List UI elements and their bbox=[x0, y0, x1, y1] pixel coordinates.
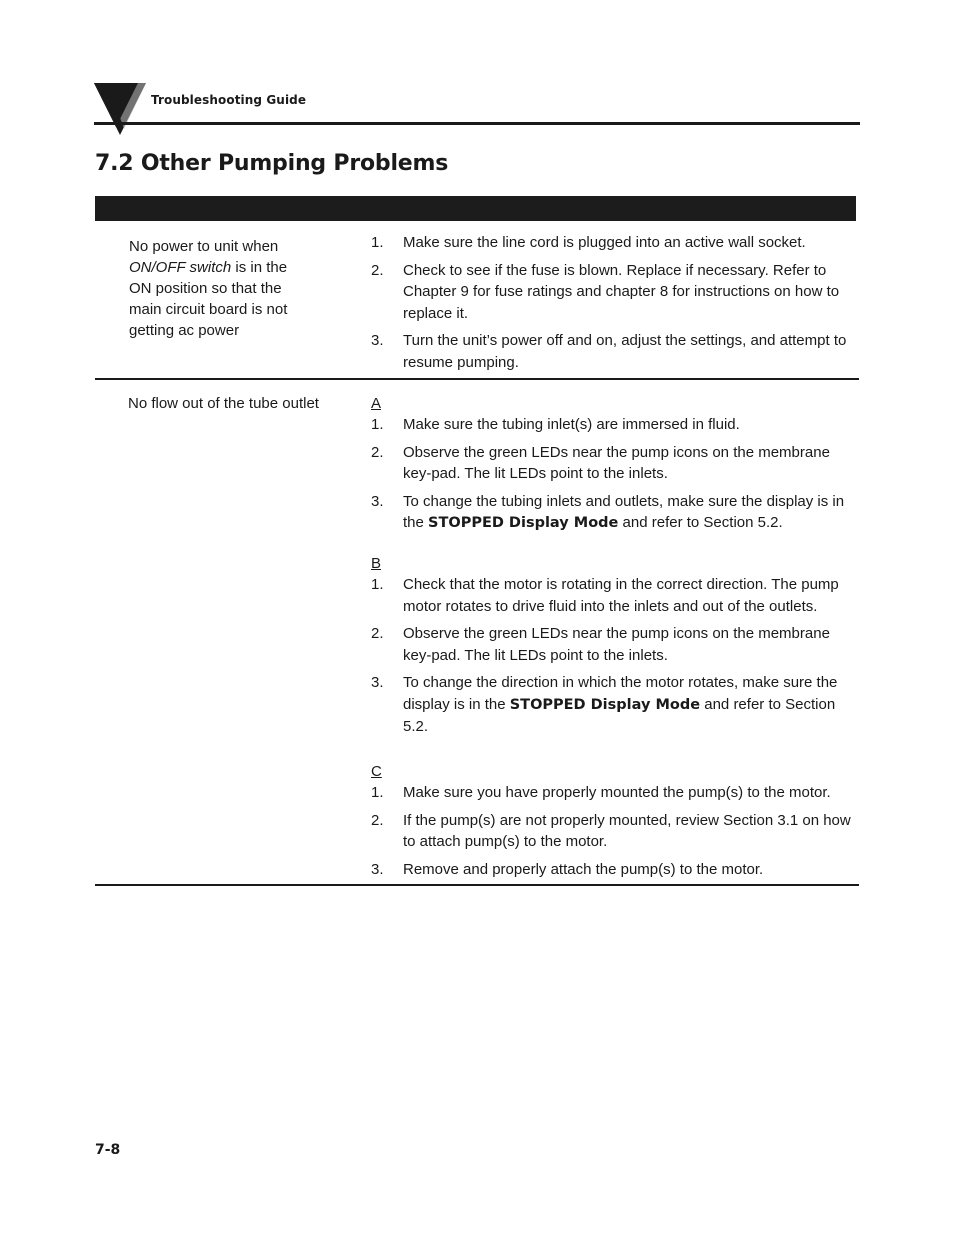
item-number: 2. bbox=[371, 811, 384, 829]
item-text: If the pump(s) are not properly mounted, review Section 3.1 on how to attach pump(s) to the motor. bbox=[403, 811, 851, 850]
omega-triangle-logo-icon bbox=[94, 83, 146, 135]
item-number: 2. bbox=[371, 443, 384, 461]
table-header-bar bbox=[95, 196, 856, 221]
group-label: C bbox=[371, 763, 382, 780]
item-number: 1. bbox=[371, 576, 384, 593]
group-label: A bbox=[371, 395, 382, 412]
display-mode-name: STOPPED Display Mode bbox=[428, 515, 619, 531]
list-item bbox=[371, 859, 853, 881]
item-text: To change the tubing inlets and outlets, make sure the display is in the STOPPED Display Mode and refer to Section 5.2. bbox=[403, 492, 845, 531]
problem-text: No flow out of the tube outlet bbox=[128, 395, 319, 412]
item-number: 3. bbox=[371, 332, 384, 349]
item-number: 2. bbox=[371, 261, 384, 279]
item-number: 2. bbox=[371, 625, 384, 642]
list-item bbox=[371, 232, 853, 254]
table-bottom-rule bbox=[95, 884, 859, 886]
problem-text-cont: is in the ON position so that the main circuit board is not getting ac power bbox=[129, 259, 288, 339]
solution-group-c bbox=[371, 761, 853, 886]
item-text: Make sure the line cord is plugged into an active wall socket. bbox=[403, 234, 806, 251]
problem-no-power bbox=[129, 236, 299, 341]
list-item bbox=[371, 330, 853, 373]
item-number: 1. bbox=[371, 784, 384, 801]
header-rule bbox=[94, 122, 860, 125]
item-number: 3. bbox=[371, 860, 384, 878]
list-item bbox=[371, 414, 853, 436]
item-text: Observe the green LEDs near the pump icons on the membrane key-pad. The lit LEDs point to the inlets. bbox=[403, 625, 830, 664]
problem-text: No power to unit when bbox=[129, 238, 279, 255]
list-item bbox=[371, 260, 853, 325]
switch-name: ON/OFF switch bbox=[129, 259, 232, 276]
running-head: Troubleshooting Guide bbox=[151, 93, 307, 107]
list-item bbox=[371, 810, 853, 853]
item-text: Make sure you have properly mounted the pump(s) to the motor. bbox=[403, 784, 831, 801]
solution-group-a bbox=[371, 393, 853, 541]
page-number: 7-8 bbox=[95, 1142, 121, 1158]
item-number: 3. bbox=[371, 674, 384, 691]
item-text: Check to see if the fuse is blown. Replace if necessary. Refer to Chapter 9 for fuse ratings and chapter 8 for instructions on how to replace it. bbox=[403, 261, 840, 322]
list-item bbox=[371, 491, 853, 535]
list-item bbox=[371, 782, 853, 804]
list-item bbox=[371, 672, 853, 738]
list-item bbox=[371, 442, 853, 485]
item-text: Check that the motor is rotating in the correct direction. The pump motor rotates to drive fluid into the inlets and out of the outlets. bbox=[403, 576, 839, 615]
item-text: Make sure the tubing inlet(s) are immersed in fluid. bbox=[403, 416, 740, 433]
display-mode-name: STOPPED Display Mode bbox=[509, 696, 701, 713]
item-number: 1. bbox=[371, 234, 384, 251]
item-text: To change the direction in which the motor rotates, make sure the display is in the STOPPED Display Mode and refer to Section 5.2. bbox=[403, 674, 838, 735]
group-label: B bbox=[371, 555, 382, 572]
solution-group-b bbox=[371, 553, 853, 744]
item-number: 1. bbox=[371, 416, 384, 433]
item-text: Observe the green LEDs near the pump icons on the membrane key-pad. The lit LEDs point to the inlets. bbox=[403, 443, 830, 482]
solution-list-no-power bbox=[371, 232, 853, 379]
item-number: 3. bbox=[371, 492, 384, 510]
item-text: Remove and properly attach the pump(s) to the motor. bbox=[403, 860, 764, 878]
list-item bbox=[371, 574, 853, 617]
list-item bbox=[371, 623, 853, 666]
row-divider bbox=[95, 378, 859, 380]
item-text: Turn the unit’s power off and on, adjust the settings, and attempt to resume pumping. bbox=[403, 332, 847, 371]
problem-no-flow bbox=[128, 393, 348, 414]
section-title: 7.2 Other Pumping Problems bbox=[95, 151, 449, 176]
